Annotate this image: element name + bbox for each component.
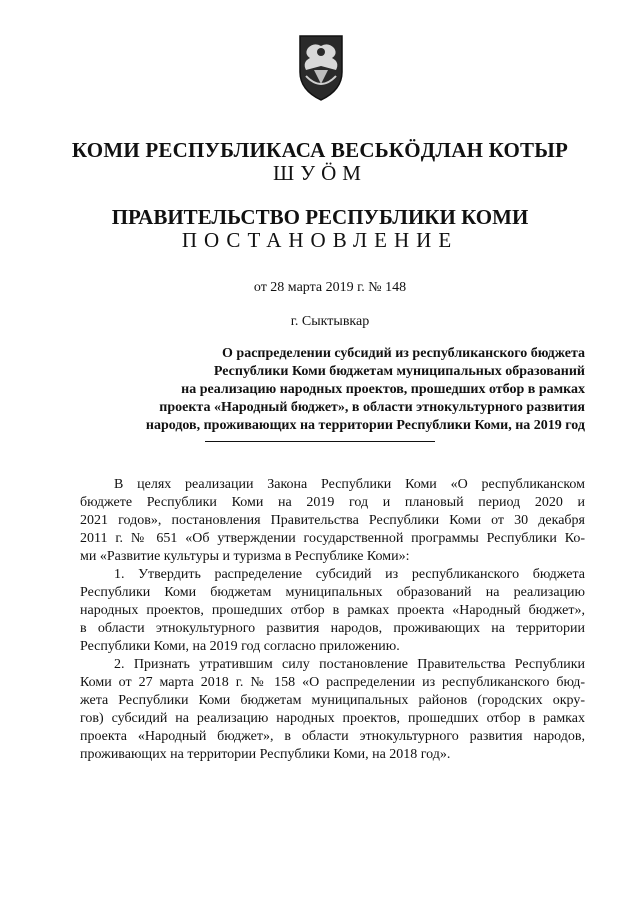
heading-line: на реализацию народных проектов, прошедших отбор в рамках [181,382,585,397]
body-line: 1. Утвердить распределение субсидий из республиканского бюджета [114,567,585,582]
body-line: проекта «Народный бюджет», в области этнокультурного развития народов, [80,729,585,744]
heading-line: народов, проживающих на территории Республики Коми, на 2019 год [145,418,585,433]
body-line: гов) субсидий на реализацию народных проектов, прошедших отбор в рамках [80,711,585,726]
body-line: В целях реализации Закона Республики Коми «О республиканском [114,477,585,492]
heading-line: проекта «Народный бюджет», в области этнокультурного развития [159,400,585,415]
body-line: 2011 г. № 651 «Об утверждении государственной программы Республики Ко- [80,531,585,546]
document-type: ПОСТАНОВЛЕНИЕ [181,228,459,252]
body-line: 2. Признать утратившим силу постановление Правительства Республики [114,657,585,672]
body-line: Коми от 27 марта 2018 г. № 158 «О распределении из республиканского бюд- [80,675,585,690]
document-body [80,476,585,764]
komi-document-type: ШУÖМ [273,161,367,185]
heading-divider [205,441,435,442]
komi-coat-of-arms-icon [296,32,346,102]
komi-government-title: КОМИ РЕСПУБЛИКАСА ВЕСЬКÖДЛАН КОТЫР [71,138,569,162]
heading-line: О распределении субсидий из республиканского бюджета [222,346,585,361]
document-city: г. Сыктывкар [290,314,370,329]
body-line: народных проектов, прошедших отбор в рамках проекта «Народный бюджет», [80,603,585,618]
document-date: от 28 марта 2019 г. № 148 [253,280,407,295]
body-line: Республики Коми, на 2019 год согласно приложению. [80,639,400,654]
body-line: бюджете Республики Коми на 2019 год и плановый период 2020 и [80,495,585,510]
body-line: 2021 годов», постановления Правительства Республики Коми от 30 декабря [80,513,585,528]
document-heading [60,345,585,435]
body-line: Республики Коми бюджетам муниципальных образований на реализацию [80,585,585,600]
heading-line: Республики Коми бюджетам муниципальных образований [213,364,585,379]
body-line: в области этнокультурного развития народов, проживающих на территории [80,621,585,636]
body-line: проживающих на территории Республики Коми, на 2018 год». [80,747,451,762]
body-line: ми «Развитие культуры и туризма в Республике Коми»: [80,549,410,564]
government-title: ПРАВИТЕЛЬСТВО РЕСПУБЛИКИ КОМИ [111,205,529,229]
body-line: жета Республики Коми бюджетам муниципальных районов (городских окру- [80,693,585,708]
